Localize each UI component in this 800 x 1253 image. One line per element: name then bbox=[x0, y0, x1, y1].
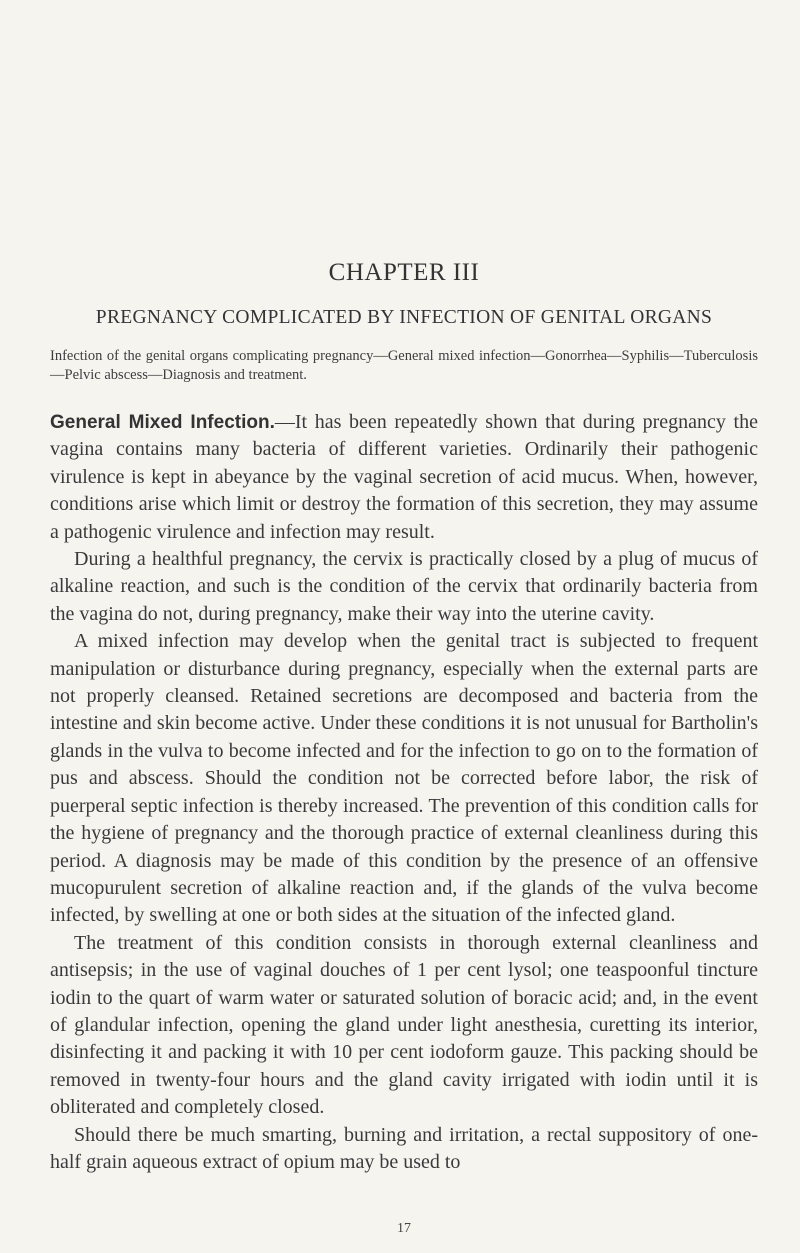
chapter-title: PREGNANCY COMPLICATED BY INFECTION OF GENITAL ORGANS bbox=[95, 307, 713, 328]
page-number: 17 bbox=[397, 1221, 411, 1236]
book-page bbox=[50, 0, 758, 1253]
paragraph bbox=[50, 409, 758, 546]
paragraph: Should there be much smarting, burning and irritation, a rectal suppository of one-half grain aqueous extract of opium may be used to bbox=[50, 1123, 758, 1173]
paragraph: During a healthful pregnancy, the cervix is practically closed by a plug of mucus of alkaline reaction, and such is the condition of the cervix that ordinarily bacteria from the vagina do not, during pregnancy, make their way into the uterine cavity. bbox=[50, 548, 758, 625]
chapter-body bbox=[50, 409, 758, 1176]
chapter-summary: Infection of the genital organs complicating pregnancy—General mixed infection—Gonorrhea—Syphilis—Tuberculosis—Pelvic abscess—Diagnosis and treatment. bbox=[50, 348, 758, 383]
paragraph: The treatment of this condition consists in thorough external cleanliness and antisepsis; in the use of vaginal douches of 1 per cent lysol; one teaspoonful tincture iodin to the quart of warm water or saturated solution of boracic acid; and, in the event of glandular infection, opening the gland under light anesthesia, curetting its interior, disinfecting it and packing it with 10 per cent iodoform gauze. This packing should be removed in twenty-four hours and the gland cavity irrigated with iodin until it is obliterated and completely closed. bbox=[50, 931, 758, 1119]
paragraph-text: —It has been repeatedly shown that during pregnancy the vagina contains many bacteria of different varieties. Ordinarily their pathogenic virulence is kept in abeyance by the vaginal secretion of acid mucus. When, however, conditions arise which limit or destroy the formation of this secretion, they may assume a pathogenic virulence and infection may result. bbox=[50, 411, 758, 543]
section-heading: General Mixed Infection. bbox=[50, 412, 275, 433]
chapter-label: CHAPTER III bbox=[328, 259, 480, 286]
paragraph: A mixed infection may develop when the genital tract is subjected to frequent manipulation or disturbance during pregnancy, especially when the external parts are not properly cleansed. Retained secretions are decomposed and bacteria from the intestine and skin become active. Under these conditions it is not unusual for Bartholin's glands in the vulva to become infected and for the infection to go on to the formation of pus and abscess. Should the condition not be corrected before labor, the risk of puerperal septic infection is thereby increased. The prevention of this condition calls for the hygiene of pregnancy and the thorough practice of external cleanliness during this period. A diagnosis may be made of this condition by the presence of an offensive mucopurulent secretion of alkaline reaction and, if the glands of the vulva become infected, by swelling at one or both sides at the situation of the infected gland. bbox=[50, 630, 758, 927]
